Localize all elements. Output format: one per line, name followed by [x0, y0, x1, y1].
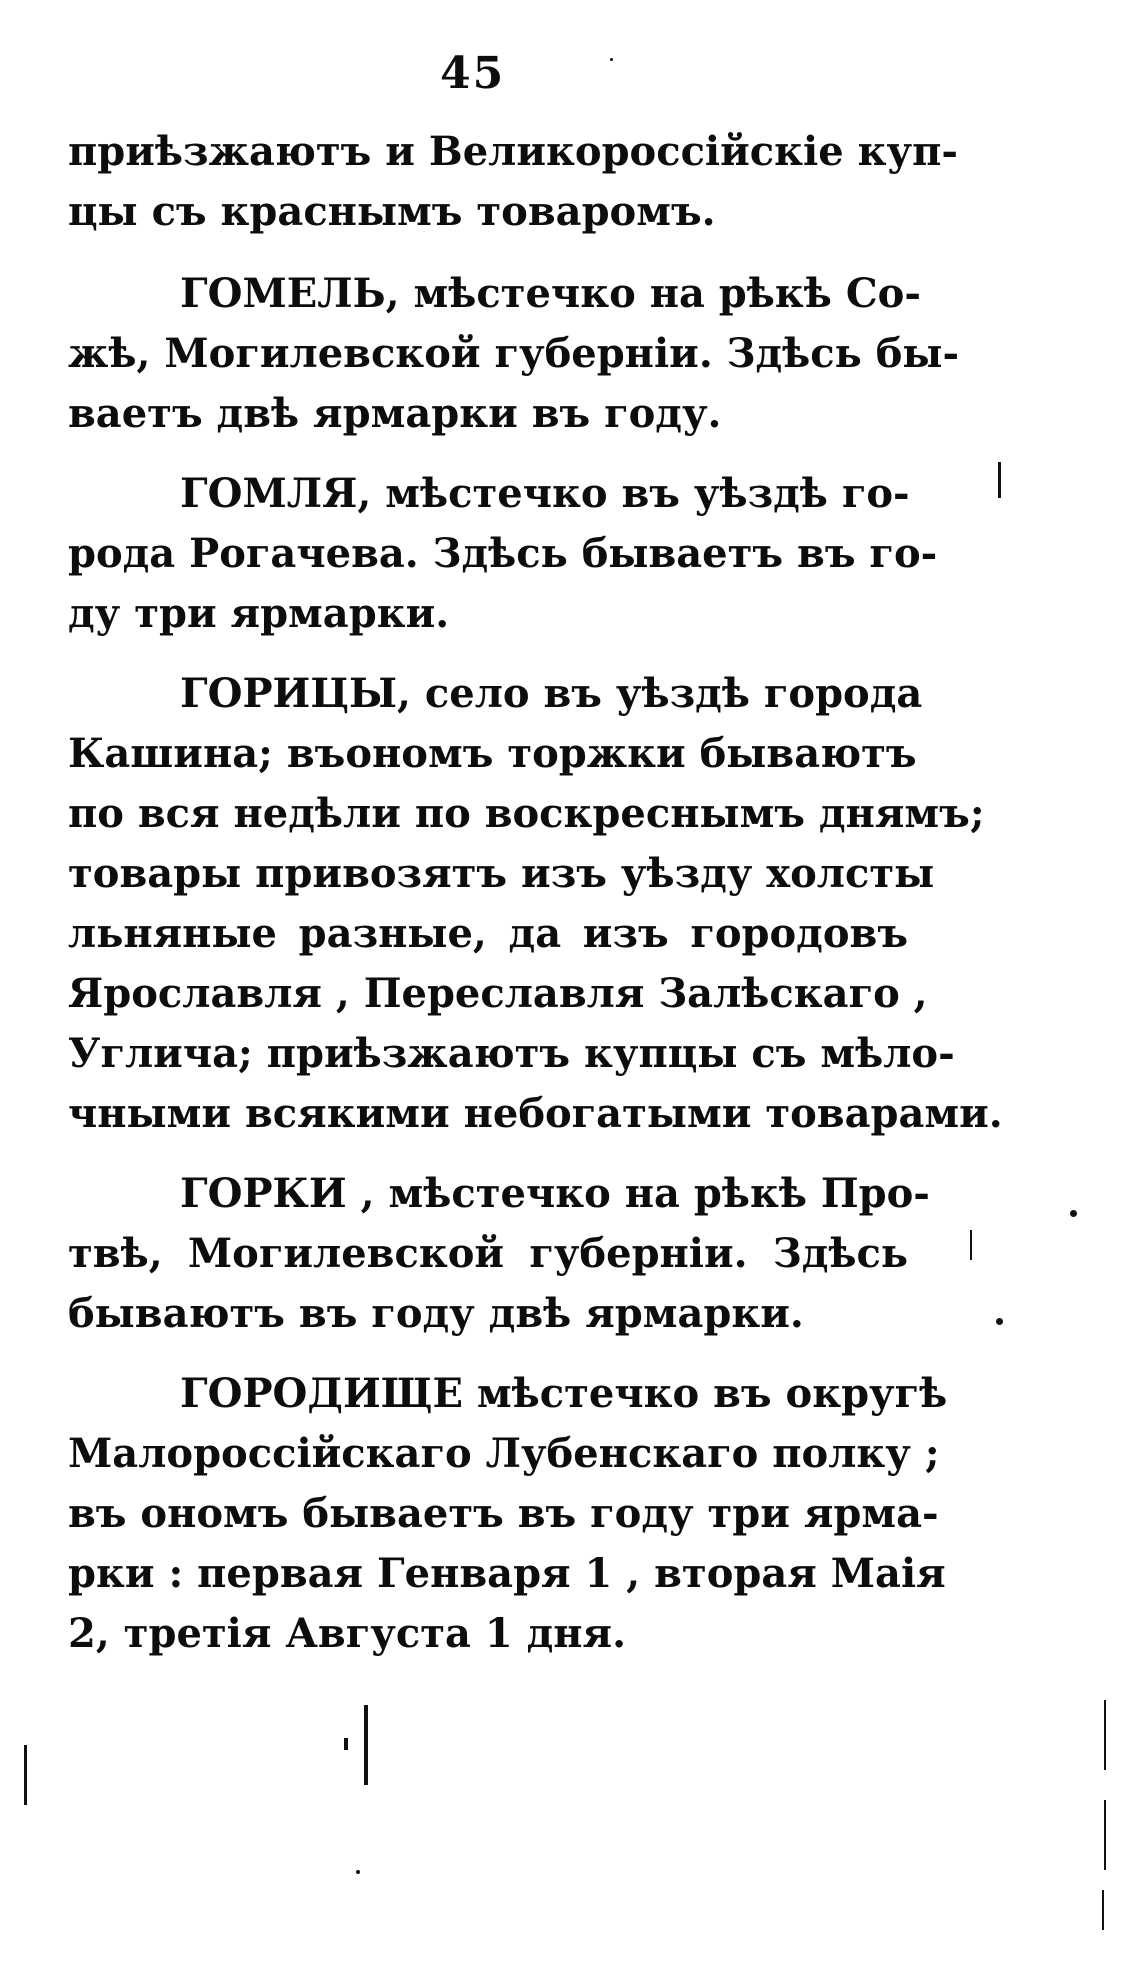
text-line: ваетъ двѣ ярмарки въ году.: [68, 390, 722, 437]
text-line: товары привозятъ изъ уѣзду холсты: [68, 850, 935, 897]
entry-heading-line: ГОМЕЛЬ, мѣстечко на рѣкѣ Со-: [180, 270, 921, 317]
text-line: цы съ краснымъ товаромъ.: [68, 188, 716, 235]
text-line: бываютъ въ году двѣ ярмарки.: [68, 1290, 804, 1337]
scan-artifact: [364, 1705, 368, 1785]
text-line: въ ономъ бываетъ въ году три ярма-: [68, 1490, 939, 1537]
scan-artifact: [996, 1318, 1003, 1325]
scan-artifact: [1102, 1890, 1104, 1930]
scan-artifact: [1104, 1700, 1106, 1770]
text-line: по вся недѣли по воскреснымъ днямъ;: [68, 790, 985, 837]
entry-heading-line: ГОРИЦЫ, село въ уѣздѣ города: [180, 670, 923, 717]
scan-artifact: [344, 1738, 348, 1750]
entry-heading-line: ГОРКИ , мѣстечко на рѣкѣ Про-: [180, 1170, 930, 1217]
scan-artifact: [610, 58, 613, 61]
entry-heading-line: ГОРОДИЩЕ мѣстечко въ округѣ: [180, 1370, 948, 1417]
text-line: рода Рогачева. Здѣсь бываетъ въ го-: [68, 530, 938, 577]
page-number: 45: [440, 48, 506, 99]
entry-heading-line: ГОМЛЯ, мѣстечко въ уѣздѣ го-: [180, 470, 910, 517]
text-line: жѣ, Могилевской губерніи. Здѣсь бы-: [68, 330, 960, 377]
text-line: Ярославля , Переславля Залѣскаго ,: [68, 970, 928, 1017]
text-line: ду три ярмарки.: [68, 590, 450, 637]
scan-artifact: [1104, 1800, 1106, 1870]
text-line: твѣ, Могилевской губерніи. Здѣсь: [68, 1230, 908, 1277]
scan-artifact: [356, 1870, 360, 1874]
text-line: рки : первая Генваря 1 , вторая Маія: [68, 1550, 946, 1597]
text-line: Углича; приѣзжаютъ купцы съ мѣло-: [68, 1030, 955, 1077]
scan-artifact: [998, 462, 1001, 498]
text-line: Кашина; въономъ торжки бываютъ: [68, 730, 917, 777]
text-line: льняные разные, да изъ городовъ: [68, 910, 908, 957]
scan-artifact: [1070, 1210, 1077, 1217]
text-line: 2, третія Августа 1 дня.: [68, 1610, 626, 1657]
scan-artifact: [24, 1745, 27, 1805]
text-line: приѣзжаютъ и Великороссійскіе куп-: [68, 128, 958, 175]
scan-artifact: [970, 1230, 972, 1260]
text-line: чными всякими небогатыми товарами.: [68, 1090, 1003, 1137]
text-line: Малороссійскаго Лубенскаго полку ;: [68, 1430, 940, 1477]
